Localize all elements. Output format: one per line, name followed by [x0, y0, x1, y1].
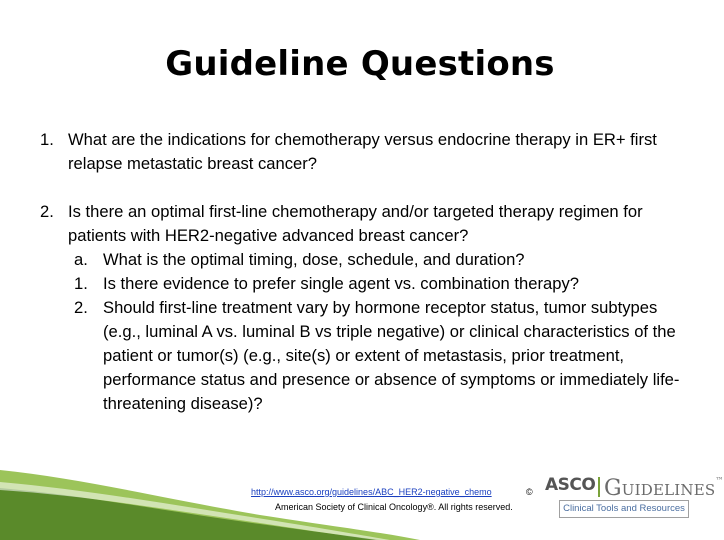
sub-question-text: Should first-line treatment vary by hormone receptor status, tumor subtypes (e.g., luminal A vs. luminal B vs triple negative) or clinical characteristics of the patient or tumor(s) (e.g., site(s) or extent of metastasis, prior treatment, performance status and presence or absence of symptoms or immediately life-threatening disease)?	[103, 298, 680, 413]
copyright-notice: American Society of Clinical Oncology®. All rights reserved.	[275, 502, 513, 512]
sub-question-item	[40, 248, 680, 272]
logo-divider	[598, 477, 600, 497]
slide-title: Guideline Questions	[165, 44, 555, 84]
question-number: 1.	[40, 130, 54, 149]
logo-tagline: Clinical Tools and Resources	[559, 500, 689, 518]
sub-question-number: a.	[74, 250, 88, 269]
question-list	[40, 128, 680, 416]
sub-question-number: 2.	[74, 298, 88, 317]
asco-guidelines-logo	[545, 474, 724, 520]
sub-question-text: Is there evidence to prefer single agent vs. combination therapy?	[103, 274, 579, 293]
question-item	[40, 200, 680, 248]
logo-guidelines-text: GUIDELINES™	[604, 476, 724, 501]
question-text: What are the indications for chemotherapy versus endocrine therapy in ER+ first relapse metastatic breast cancer?	[68, 130, 657, 173]
question-text: Is there an optimal first-line chemotherapy and/or targeted therapy regimen for patients with HER2-negative advanced breast cancer?	[68, 202, 643, 245]
question-item	[40, 128, 680, 176]
sub-question-number: 1.	[74, 274, 88, 293]
copyright-symbol: ©	[526, 487, 533, 497]
logo-asco-text: ASCO	[545, 475, 596, 495]
sub-question-item	[40, 272, 680, 296]
sub-question-text: What is the optimal timing, dose, schedule, and duration?	[103, 250, 525, 269]
question-number: 2.	[40, 202, 54, 221]
sub-question-item	[40, 296, 680, 416]
guideline-link[interactable]: http://www.asco.org/guidelines/ABC_HER2-negative_chemo	[251, 487, 492, 497]
